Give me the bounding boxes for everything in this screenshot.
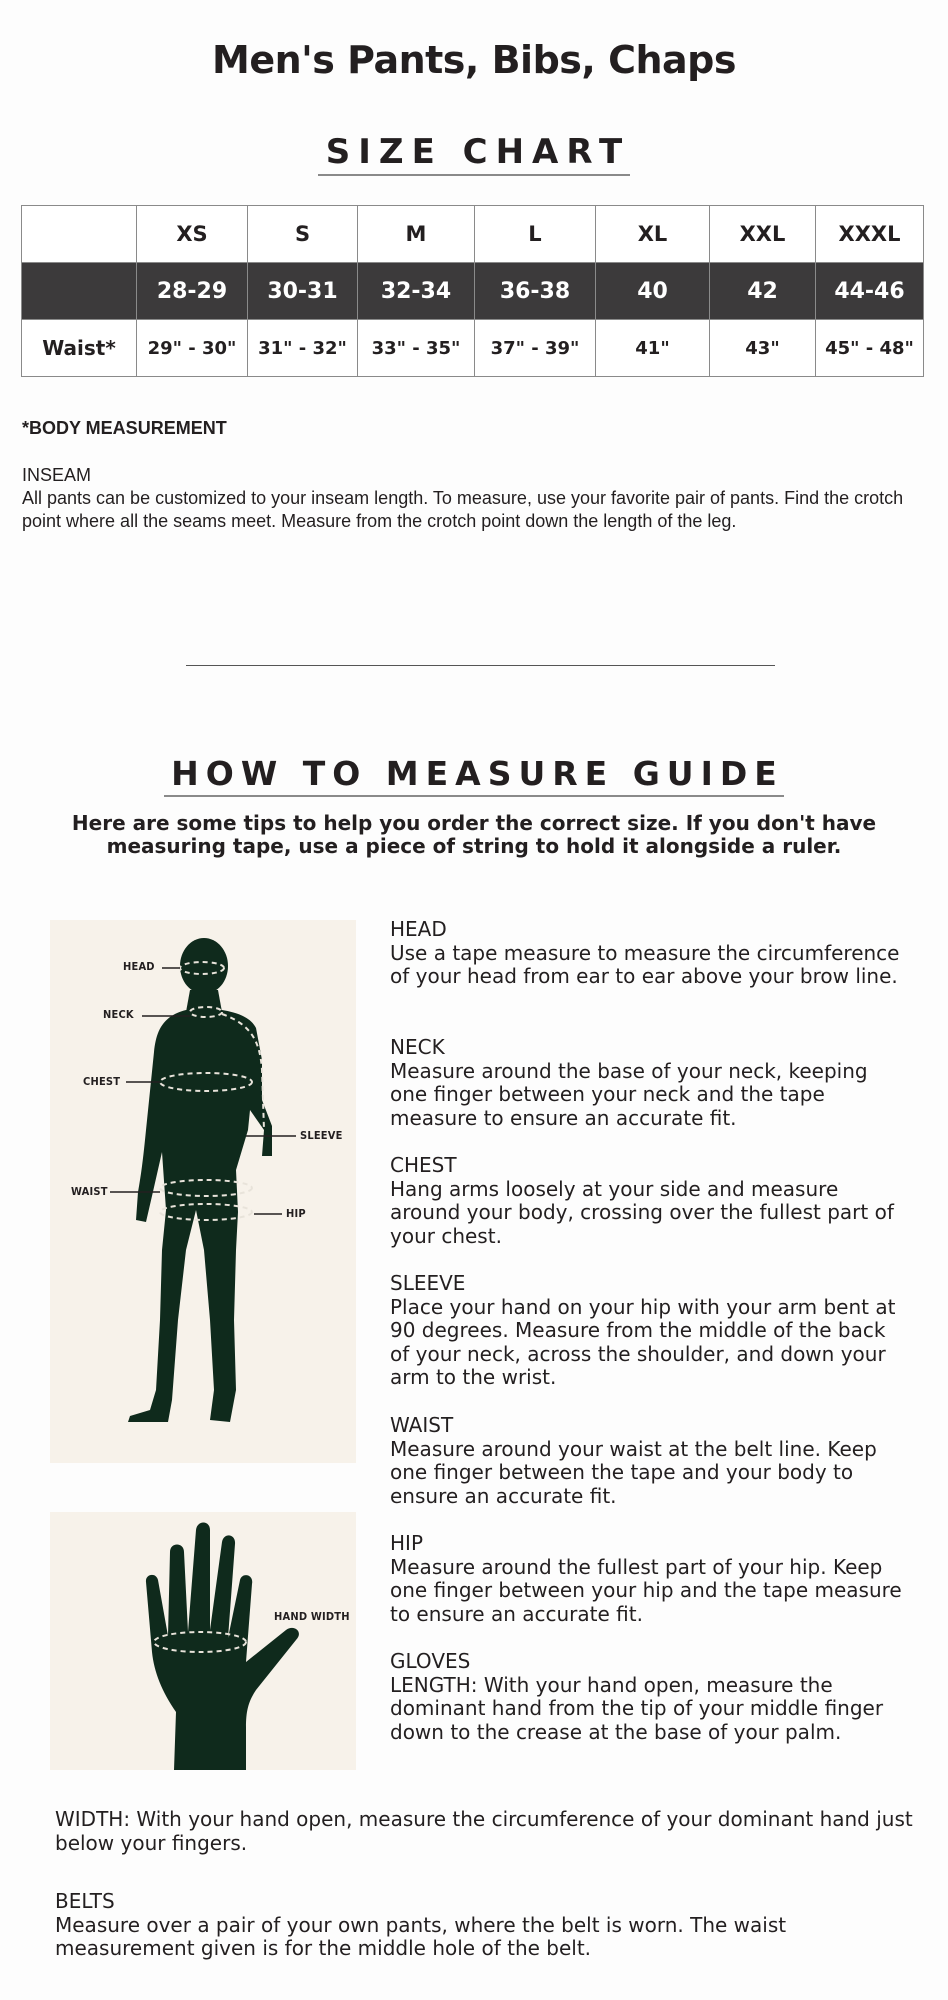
- size-header-cell: L: [475, 206, 596, 263]
- size-header-cell: XS: [137, 206, 248, 263]
- size-chart-heading: [0, 132, 948, 172]
- measure-waist-title: WAIST: [390, 1413, 454, 1437]
- measure-gloves: [390, 1650, 910, 1744]
- size-header-cell: XXL: [710, 206, 816, 263]
- measure-guide-heading-text: HOW TO MEASURE GUIDE: [164, 754, 784, 797]
- waist-cell: 45" - 48": [816, 320, 924, 377]
- measure-chest-title: CHEST: [390, 1153, 457, 1177]
- waist-cell: 31" - 32": [248, 320, 358, 377]
- numeric-row-label-cell: [22, 263, 137, 320]
- numeric-size-cell: 28-29: [137, 263, 248, 320]
- size-chart-heading-text: SIZE CHART: [318, 132, 630, 176]
- body-figure-illustration: [50, 920, 356, 1463]
- figure-label-neck: NECK: [103, 1008, 134, 1021]
- size-header-cell: M: [358, 206, 475, 263]
- hand-illustration: [50, 1512, 356, 1770]
- figure-label-head: HEAD: [123, 960, 155, 973]
- measure-head-title: HEAD: [390, 917, 447, 941]
- measure-neck-text: Measure around the base of your neck, keeping one finger between your neck and the tape measure to ensure an accurate fit.: [390, 1058, 868, 1130]
- size-table: [21, 205, 924, 377]
- measure-neck-title: NECK: [390, 1035, 445, 1059]
- figure-label-chest: CHEST: [83, 1075, 121, 1088]
- measure-belts: [55, 1890, 915, 1961]
- measure-neck: [390, 1036, 910, 1130]
- measure-gloves-title: GLOVES: [390, 1649, 471, 1673]
- measure-belts-text: Measure over a pair of your own pants, where the belt is worn. The waist measurement given is for the middle hole of the belt.: [55, 1912, 787, 1960]
- numeric-size-cell: 32-34: [358, 263, 475, 320]
- measure-hip: [390, 1532, 910, 1626]
- measure-sleeve-text: Place your hand on your hip with your arm bent at 90 degrees. Measure from the middle of the back of your neck, across the shoulder, and down your arm to the wrist.: [390, 1294, 896, 1389]
- size-header-cell: XL: [596, 206, 710, 263]
- waist-cell: 33" - 35": [358, 320, 475, 377]
- size-header-row: [22, 206, 924, 263]
- numeric-size-row: [22, 263, 924, 320]
- numeric-size-cell: 40: [596, 263, 710, 320]
- waist-row-label: Waist*: [22, 320, 137, 377]
- figure-label-hand-width: HAND WIDTH: [274, 1610, 350, 1623]
- figure-label-sleeve: SLEEVE: [300, 1129, 343, 1142]
- waist-row: [22, 320, 924, 377]
- measure-gloves-length-text: LENGTH: With your hand open, measure the dominant hand from the tip of your middle finger down to the crease at the base of your palm.: [390, 1672, 884, 1744]
- measure-chest: [390, 1154, 910, 1248]
- measure-belts-title: BELTS: [55, 1889, 115, 1913]
- inseam-title: INSEAM: [22, 465, 92, 485]
- table-corner-cell: [22, 206, 137, 263]
- body-measurement-note: *BODY MEASUREMENT: [22, 418, 227, 438]
- waist-cell: 29" - 30": [137, 320, 248, 377]
- measure-hip-text: Measure around the fullest part of your hip. Keep one finger between your hip and the tape measure to ensure an accurate fit.: [390, 1554, 902, 1626]
- numeric-size-cell: 44-46: [816, 263, 924, 320]
- measure-gloves-width: [55, 1808, 915, 1855]
- measure-guide-intro: Here are some tips to help you order the correct size. If you don't have measuring tape, use a piece of string to hold it alongside a ruler.: [71, 811, 877, 858]
- size-header-cell: XXXL: [816, 206, 924, 263]
- waist-cell: 43": [710, 320, 816, 377]
- page-title: Men's Pants, Bibs, Chaps: [212, 38, 736, 82]
- measure-gloves-width-text: WIDTH: With your hand open, measure the circumference of your dominant hand just below your fingers.: [55, 1807, 913, 1855]
- measure-waist: [390, 1414, 910, 1508]
- numeric-size-cell: 42: [710, 263, 816, 320]
- inseam-text: All pants can be customized to your inseam length. To measure, use your favorite pair of pants. Find the crotch point where all the seams meet. Measure from the crotch point down the length of the leg.: [22, 488, 904, 531]
- figure-label-hip: HIP: [286, 1207, 306, 1220]
- measure-guide-heading: [0, 754, 948, 793]
- measure-head: [390, 918, 910, 989]
- waist-cell: 41": [596, 320, 710, 377]
- measure-sleeve-title: SLEEVE: [390, 1271, 466, 1295]
- measure-head-text: Use a tape measure to measure the circumference of your head from ear to ear above your brow line.: [390, 940, 900, 988]
- numeric-size-cell: 30-31: [248, 263, 358, 320]
- size-header-cell: S: [248, 206, 358, 263]
- measure-waist-text: Measure around your waist at the belt line. Keep one finger between the tape and your body to ensure an accurate fit.: [390, 1436, 877, 1508]
- figure-label-waist: WAIST: [71, 1185, 108, 1198]
- measure-sleeve: [390, 1272, 910, 1390]
- waist-cell: 37" - 39": [475, 320, 596, 377]
- numeric-size-cell: 36-38: [475, 263, 596, 320]
- measure-chest-text: Hang arms loosely at your side and measure around your body, crossing over the fullest part of your chest.: [390, 1176, 894, 1248]
- measure-hip-title: HIP: [390, 1531, 423, 1555]
- hand-silhouette-icon: [50, 1512, 356, 1770]
- section-divider: [186, 665, 775, 666]
